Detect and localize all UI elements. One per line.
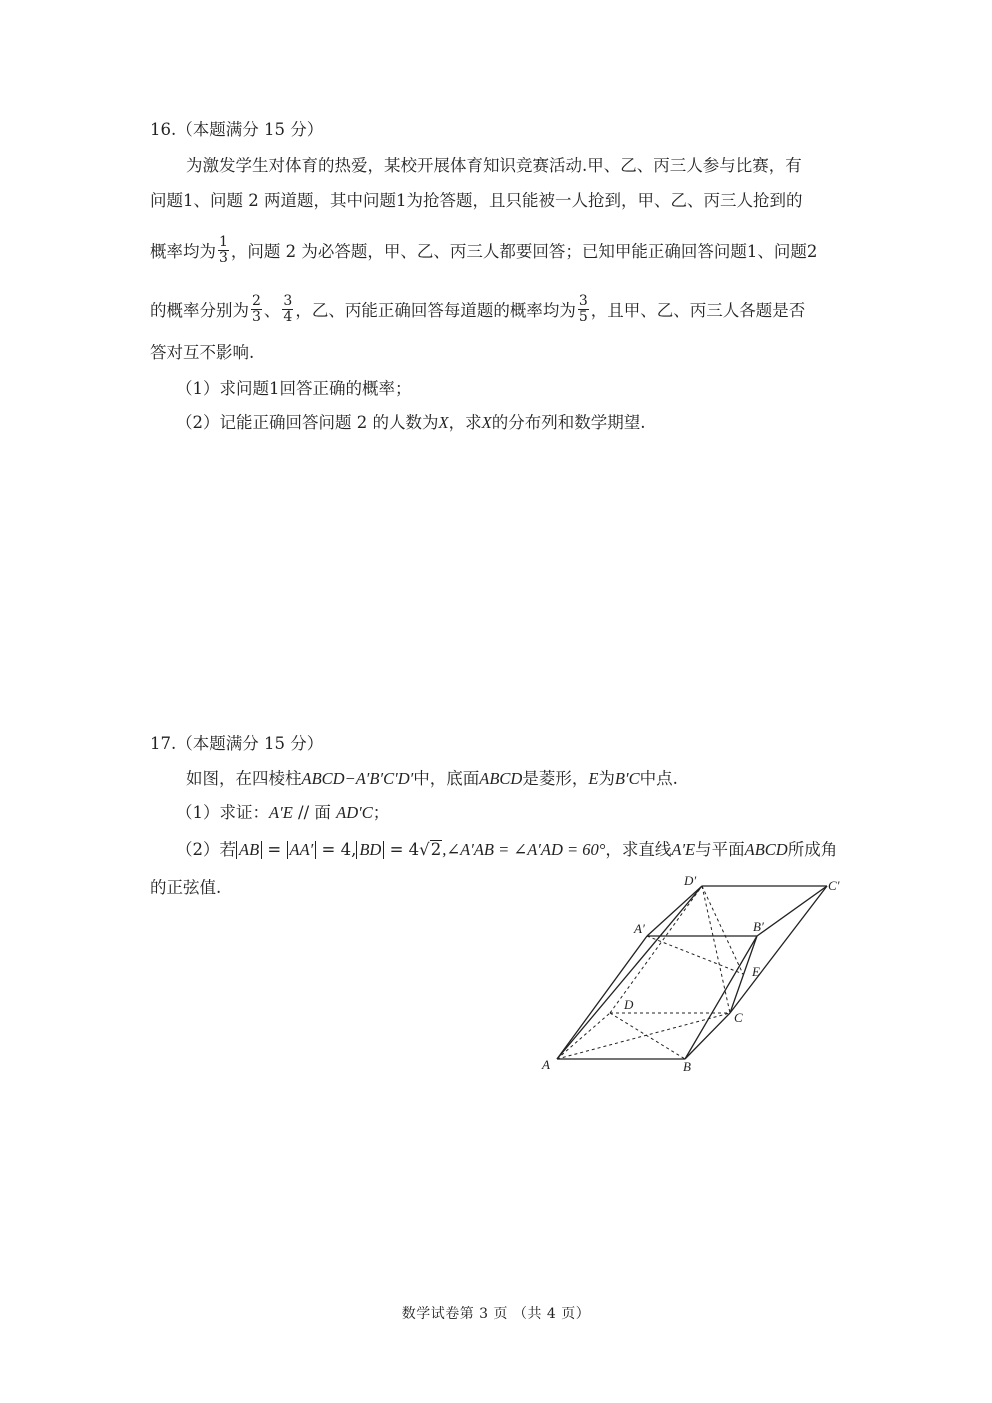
q16-header: 16.（本题满分 15 分）	[150, 120, 324, 139]
diag-BD	[610, 1013, 685, 1059]
fraction-three-fifths: $\frac{3}{5}$	[578, 293, 588, 325]
q17-part-2: （2）若 AB = AA′ = 4, BD = 4√2,∠A′AB = ∠A′AD = 60°，求直线A′E与平面ABCD所成角	[176, 840, 838, 859]
q17-part-1: （1）求证：A′E // 面 AD′C；	[176, 803, 390, 822]
q16-line-2: 问题1、问题 2 两道题，其中问题1为抢答题，且只能被一人抢到，甲、乙、丙三人抢到的	[150, 191, 803, 210]
label-B: B	[683, 1059, 691, 1074]
edge-DD1	[610, 886, 702, 1013]
edge-BB1	[685, 936, 757, 1059]
q16-line-4: 的概率分别为 $\frac{2}{3}$ 、 $\frac{3}{4}$ ，乙、丙能正确回答每道题的概率均为 $\frac{3}{5}$ ，且甲、乙、丙三人各题是否	[150, 293, 806, 325]
label-B1: B′	[753, 919, 764, 934]
q16-part-1: （1）求问题1回答正确的概率；	[176, 379, 412, 398]
seg-A1E	[647, 936, 743, 974]
q16-line-3: 概率均为 $\frac{1}{3}$ ，问题 2 为必答题，甲、乙、丙三人都要回答；已知甲能正确回答问题1、问题2	[150, 234, 818, 266]
label-C: C	[734, 1010, 743, 1025]
q17-header: 17.（本题满分 15 分）	[150, 734, 324, 753]
q16-line-1: 为激发学生对体育的热爱，某校开展体育知识竞赛活动.甲、乙、丙三人参与比赛，有	[186, 156, 802, 175]
edge-AA1	[557, 936, 647, 1059]
q17-line-1: 如图，在四棱柱ABCD−A′B′C′D′中，底面ABCD是菱形，E为B′C中点.	[186, 769, 678, 788]
label-A1: A′	[634, 921, 645, 936]
fraction-three-quarters: $\frac{3}{4}$	[283, 293, 293, 325]
diag-AC	[557, 1013, 730, 1059]
q17-line-last: 的正弦值.	[150, 878, 222, 897]
label-D1: D′	[684, 873, 697, 888]
q16-line-5: 答对互不影响.	[150, 343, 255, 362]
label-C1: C′	[828, 878, 840, 893]
edge-CC1	[730, 886, 827, 1013]
edge-AD	[557, 1013, 610, 1059]
edge-B1C1	[757, 886, 827, 936]
edge-A1D1	[647, 886, 702, 936]
prism-figure	[520, 868, 850, 1083]
fraction-one-third: $\frac{1}{3}$	[219, 234, 228, 266]
fraction-two-thirds: $\frac{2}{3}$	[252, 293, 261, 325]
label-A: A	[542, 1057, 550, 1072]
page-footer: 数学试卷第 3 页 （共 4 页）	[401, 1306, 591, 1322]
label-E: E	[752, 964, 760, 979]
edge-AD1	[557, 886, 702, 1059]
edge-D1C	[702, 886, 730, 1013]
seg-D1E	[702, 886, 743, 974]
label-D: D	[624, 997, 634, 1012]
q16-part-2: （2）记能正确回答问题 2 的人数为X，求X的分布列和数学期望.	[176, 413, 646, 432]
